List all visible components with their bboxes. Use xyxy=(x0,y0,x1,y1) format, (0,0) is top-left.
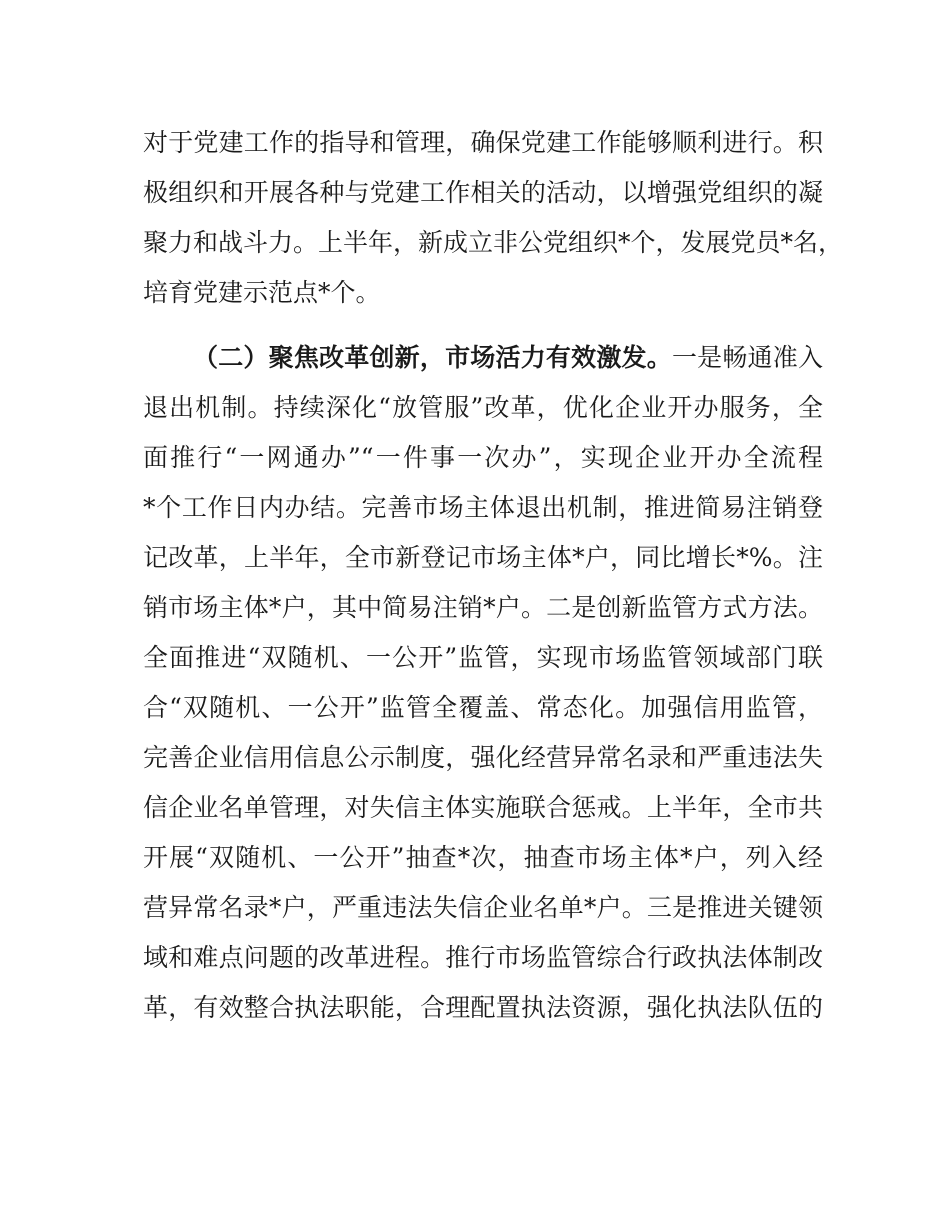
paragraph-2-line-2: 退出机制。持续深化“放管服”改革，优化企业开办服务，全 xyxy=(143,393,823,422)
paragraph-2-first-line xyxy=(193,341,823,375)
paragraph-1-line-1: 对于党建工作的指导和管理，确保党建工作能够顺利进行。积 xyxy=(143,128,823,157)
paragraph-2-line-5: 记改革，上半年，全市新登记市场主体*户，同比增长*%。注 xyxy=(143,543,823,572)
paragraph-2-line-12: 营异常名录*户，严重违法失信企业名单*户。三是推进关键领 xyxy=(143,893,823,922)
paragraph-1-line-4: 培育党建示范点*个。 xyxy=(143,278,381,307)
paragraph-2-line-14: 革，有效整合执法职能，合理配置执法资源，强化执法队伍的 xyxy=(143,993,823,1022)
paragraph-2-line-3: 面推行“一网通办”“一件事一次办”，实现企业开办全流程 xyxy=(143,443,823,472)
paragraph-2-line-7: 全面推进“双随机、一公开”监管，实现市场监管领域部门联 xyxy=(143,643,823,672)
paragraph-1-line-2: 极组织和开展各种与党建工作相关的活动，以增强党组织的凝 xyxy=(143,178,823,207)
paragraph-2-line-9: 完善企业信用信息公示制度，强化经营异常名录和严重违法失 xyxy=(143,743,823,772)
paragraph-2-line-13: 域和难点问题的改革进程。推行市场监管综合行政执法体制改 xyxy=(143,943,823,972)
paragraph-2-line-6: 销市场主体*户，其中简易注销*户。二是创新监管方式方法。 xyxy=(143,593,823,622)
paragraph-1-line-3: 聚力和战斗力。上半年，新成立非公党组织*个，发展党员*名， xyxy=(143,228,844,257)
section-heading: （二）聚焦改革创新，市场活力有效激发。 xyxy=(193,343,672,372)
paragraph-2-line-10: 信企业名单管理，对失信主体实施联合惩戒。上半年，全市共 xyxy=(143,793,823,822)
paragraph-2-first-line-rest: 一是畅通准入 xyxy=(671,343,823,372)
paragraph-2-line-8: 合“双随机、一公开”监管全覆盖、常态化。加强信用监管， xyxy=(143,693,823,722)
paragraph-2-line-11: 开展“双随机、一公开”抽查*次，抽查市场主体*户，列入经 xyxy=(143,843,823,872)
paragraph-2-line-4: *个工作日内办结。完善市场主体退出机制，推进简易注销登 xyxy=(143,493,823,522)
